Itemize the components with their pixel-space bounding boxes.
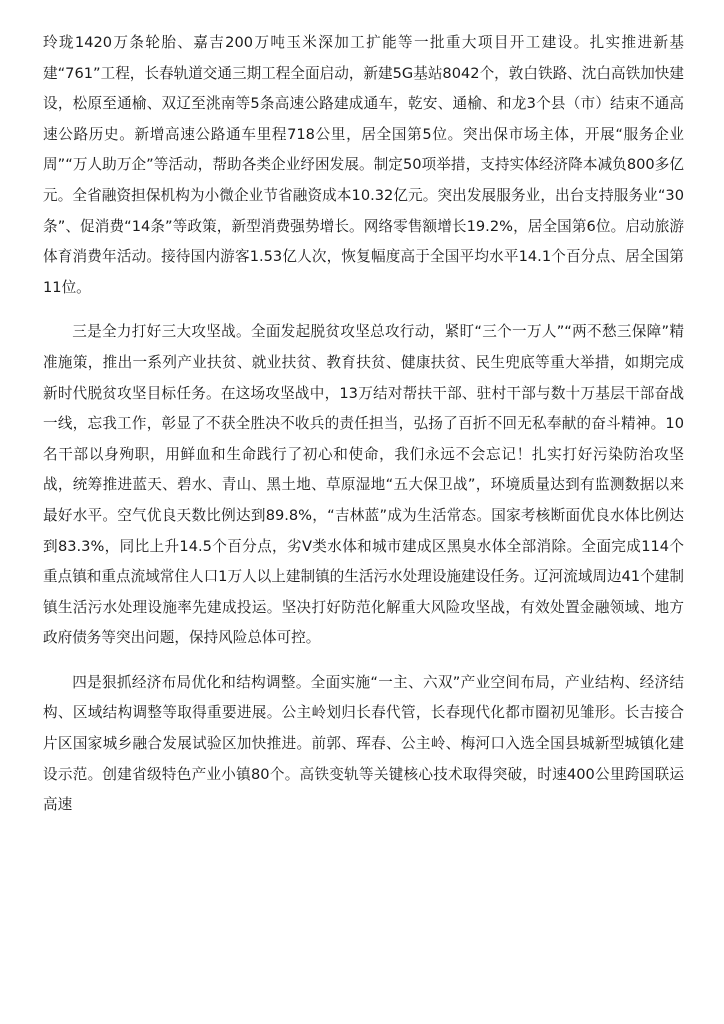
- paragraph-projects-services: 玲珑1420万条轮胎、嘉吉200万吨玉米深加工扩能等一批重大项目开工建设。扎实推进新基建“761”工程，长春轨道交通三期工程全面启动，新建5G基站8042个，敦白铁路、沈白高铁加快建设，松原至通榆、双辽至洮南等5条高速公路建成通车，乾安、通榆、和龙3个县（市）结束不通高速公路历史。新增高速公路通车里程718公里，居全国第5位。突出保市场主体，开展“服务企业周”“万人助万企”等活动，帮助各类企业纾困发展。制定50项举措，支持实体经济降本减负800多亿元。全省融资担保机构为小微企业节省融资成本10.32亿元。突出发展服务业，出台支持服务业“30条”、促消费“14条”等政策，新型消费强势增长。网络零售额增长19.2%，居全国第6位。启动旅游体育消费年活动。接待国内游客1.53亿人次，恢复幅度高于全国平均水平14.1个百分点、居全国第11位。: [43, 34, 684, 296]
- paragraph-economic-structure: 四是狠抓经济布局优化和结构调整。全面实施“一主、六双”产业空间布局，产业结构、经济结构、区域结构调整等取得重要进展。公主岭划归长春代管，长春现代化都市圈初见雏形。长吉接合片区国家城乡融合发展试验区加快推进。前郭、珲春、公主岭、梅河口入选全国县城新型城镇化建设示范。创建省级特色产业小镇80个。高铁变轨等关键核心技术取得突破，时速400公里跨国联运高速: [43, 673, 684, 814]
- paragraph-three-battles: 三是全力打好三大攻坚战。全面发起脱贫攻坚总攻行动，紧盯“三个一万人”“两不愁三保障”精准施策，推出一系列产业扶贫、就业扶贫、教育扶贫、健康扶贫、民生兜底等重大举措，如期完成新时代脱贫攻坚目标任务。在这场攻坚战中，13万结对帮扶干部、驻村干部与数十万基层干部奋战一线，忘我工作，彰显了不获全胜决不收兵的责任担当，弘扬了百折不回无私奉献的奋斗精神。10名干部以身殉职，用鲜血和生命践行了初心和使命，我们永远不会忘记！扎实打好污染防治攻坚战，统筹推进蓝天、碧水、青山、黑土地、草原湿地“五大保卫战”，环境质量达到有监测数据以来最好水平。空气优良天数比例达到89.8%，“吉林蓝”成为生活常态。国家考核断面优良水体比例达到83.3%，同比上升14.5个百分点，劣Ⅴ类水体和城市建成区黑臭水体全部消除。全面完成114个重点镇和重点流域常住人口1万人以上建制镇的生活污水处理设施建设任务。辽河流域周边41个建制镇生活污水处理设施率先建成投运。坚决打好防范化解重大风险攻坚战，有效处置金融领域、地方政府债务等突出问题，保持风险总体可控。: [43, 323, 684, 647]
